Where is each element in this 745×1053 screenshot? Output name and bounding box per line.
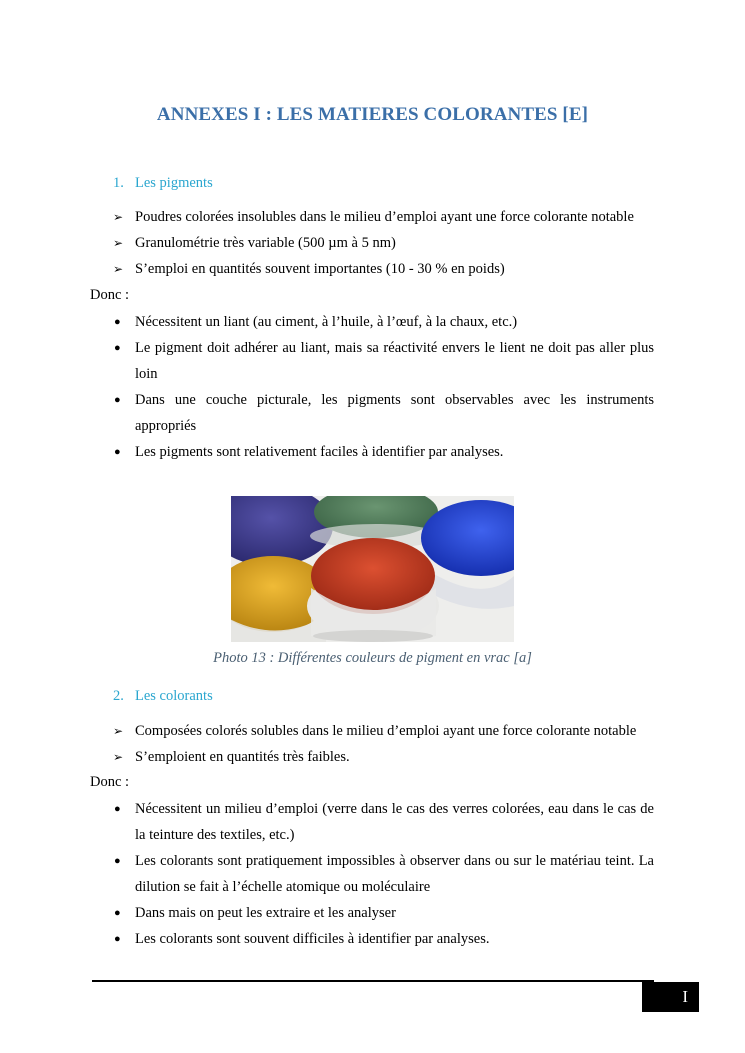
section-number: 1. (113, 175, 124, 191)
pigment-properties-list (113, 204, 654, 282)
page-number: I (642, 982, 699, 1012)
bullet-dot-icon: ● (114, 446, 121, 458)
bullet-dot-icon: ● (114, 394, 121, 406)
bullet-dot-icon: ● (114, 907, 121, 919)
list-item: ● Les pigments sont relativement faciles à identifier par analyses. (113, 439, 654, 465)
pigment-photo (231, 496, 514, 642)
list-item: ● Les colorants sont souvent difficiles à identifier par analyses. (113, 926, 654, 952)
section-title: Les colorants (135, 688, 213, 704)
list-item: ➢ S’emploi en quantités souvent importantes (10 - 30 % en poids) (113, 256, 654, 282)
list-item: ● Nécessitent un milieu d’emploi (verre dans le cas des verres colorées, eau dans le cas de la teinture des textiles, etc.) (113, 796, 654, 848)
pigment-bowls-illustration (231, 496, 514, 642)
bullet-dot-icon: ● (114, 933, 121, 945)
list-item: ● Les colorants sont pratiquement impossibles à observer dans ou sur le matériau teint. La dilution se fait à l’échelle atomique ou moléculaire (113, 848, 654, 900)
colorant-properties-list (113, 718, 654, 770)
bullet-dot-icon: ● (114, 855, 121, 867)
photo-caption: Photo 13 : Différentes couleurs de pigment en vrac [a] (213, 650, 532, 666)
section-heading-pigments (113, 175, 213, 192)
list-item: ● Le pigment doit adhérer au liant, mais sa réactivité envers le lient ne doit pas aller plus loin (113, 335, 654, 387)
section-title: Les pigments (135, 175, 213, 191)
arrow-bullet-icon: ➢ (113, 724, 124, 738)
list-item: ● Dans une couche picturale, les pigments sont observables avec les instruments appropriés (113, 387, 654, 439)
list-item: ➢ Granulométrie très variable (500 µm à 5 nm) (113, 230, 654, 256)
footer-rule (92, 980, 654, 982)
donc-label: Donc : (90, 774, 130, 790)
arrow-bullet-icon: ➢ (113, 262, 124, 276)
pigment-consequences-list (113, 309, 654, 465)
bullet-dot-icon: ● (114, 342, 121, 354)
colorant-consequences-list (113, 796, 654, 952)
list-item: ● Dans mais on peut les extraire et les analyser (113, 900, 654, 926)
list-item: ➢ Poudres colorées insolubles dans le milieu d’emploi ayant une force colorante notable (113, 204, 654, 230)
arrow-bullet-icon: ➢ (113, 210, 124, 224)
bullet-dot-icon: ● (114, 316, 121, 328)
bullet-dot-icon: ● (114, 803, 121, 815)
section-number: 2. (113, 688, 124, 704)
donc-label: Donc : (90, 287, 130, 303)
arrow-bullet-icon: ➢ (113, 236, 124, 250)
list-item: ➢ Composées colorés solubles dans le milieu d’emploi ayant une force colorante notable (113, 718, 654, 744)
arrow-bullet-icon: ➢ (113, 750, 124, 764)
page-title: ANNEXES I : LES MATIERES COLORANTES [E] (156, 104, 589, 125)
section-heading-colorants (113, 688, 213, 705)
list-item: ➢ S’emploient en quantités très faibles. (113, 744, 654, 770)
list-item: ● Nécessitent un liant (au ciment, à l’huile, à l’œuf, à la chaux, etc.) (113, 309, 654, 335)
